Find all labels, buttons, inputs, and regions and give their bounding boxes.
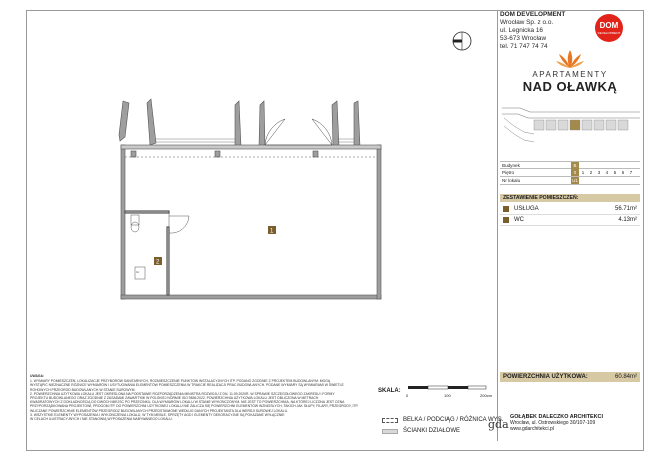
total-area	[500, 372, 640, 382]
notes-line: PRZYPORZĄDKOWANA PROJEKTOWI, PROGOM ITP. DO POWIERZCHNI UŻYTKOWEJ LOKALU NIE ZALICZA SIĘ POWIERZCHNI ELEMENTÓW WZNIOSŁYCH, TAKICH JAK SŁUPY, FILARY, PRZEGRODY, ITP.	[30, 404, 359, 409]
architect-web: www.gdarchitekci.pl	[510, 426, 554, 432]
floor-label: Piętro	[502, 170, 515, 175]
brand-title: NAD OŁAWKĄ	[522, 79, 618, 94]
notes-line: KWADRATOWYCH Z DOKŁADNOŚCIĄ DO DWÓCH MIEJSC PO PRZECINKU, DLA WYMIARÓW LOKALU W STANIE WYKOŃCZONYM. NIE JEST TO POWIERZCHNIA, NA KTÓREJ LICZONA JEST CENA	[30, 400, 345, 405]
unit-row	[500, 177, 640, 185]
scale-num-100: 100	[444, 393, 451, 398]
notes-line: ROHOWYCH PRZEGRÓD BUDOWLANYCH W STANIE SUROWYM.	[30, 387, 136, 392]
svg-text:DOM: DOM	[599, 21, 619, 30]
building-label: Budynek	[502, 162, 520, 168]
gda-logo	[487, 413, 509, 435]
room-row	[500, 204, 640, 215]
room-name: USŁUGA	[514, 206, 539, 212]
notes-line: WLICZANE POWIERZCHNIE ELEMENTÓW PRZEGRODZ BUDOWLANYCH PRZEDSTAWIONE WEDŁUG DANYCH PROJEKTANTA DLA WERSJI SUROWEJ LOKALU.	[30, 408, 288, 413]
developer-phone: tel. 71 747 74 74	[500, 43, 548, 50]
floor-plan	[27, 11, 496, 371]
scale-num-200: 200cm	[480, 393, 493, 398]
svg-text:DEVELOPMENT: DEVELOPMENT	[597, 31, 621, 35]
scale-label: SKALA:	[378, 388, 401, 394]
room-area: 4.13m²	[618, 217, 637, 223]
wall-swatch	[382, 429, 398, 434]
architect-address: Wrocław, ul. Ostrowskiego 30/107-109	[510, 420, 596, 426]
room-area: 56.71m²	[614, 206, 637, 212]
unit-label: Nr lokalu	[502, 178, 521, 183]
north-arrow-icon	[453, 32, 471, 50]
floor-cell: 0	[571, 169, 579, 176]
room-row	[500, 215, 640, 226]
notes-line: 1. WYMIARY POMIESZCZEŃ, LOKALIZACJE PRZYBORÓW SANITARNYCH, ROZMIESZCZENIE PUNKTÓW INSTALACYJNYCH ITP. PODANO ZGODNIE Z PROJEKTEM BUDOWLANYM. MOGĄ	[30, 379, 331, 384]
unit-info-table	[500, 161, 640, 185]
room-name: WC	[514, 217, 524, 223]
scale-num-0: 0	[406, 393, 409, 398]
floor-row	[500, 169, 640, 177]
legend-beam-label: BELKA / PODCIĄG / RÓŻNICA WYS.	[403, 417, 504, 423]
architect-info	[510, 414, 603, 432]
unit-value: U1	[572, 178, 578, 183]
legend-beam	[382, 417, 503, 423]
beam-swatch	[382, 418, 398, 423]
entry-door	[265, 119, 332, 145]
sheet-divider	[497, 10, 498, 441]
floor-plan-drawing	[27, 11, 496, 371]
wc-door	[169, 216, 189, 233]
legend-wall-label: ŚCIANKI DZIAŁOWE	[403, 428, 461, 434]
building-value: B	[571, 162, 579, 169]
scale-bar	[408, 384, 488, 392]
notes-line: W CELACH ILUSTRACYJNYCH I NIE STANOWIĄ WYPOSAŻENIA NABYWANEGO LOKALU.	[30, 417, 173, 422]
developer-line3: 53-673 Wrocław	[500, 35, 547, 42]
developer-line2: ul. Legnicka 16	[500, 27, 543, 34]
notes-line: 3. WSZYSTKIE ELEMENTY WYPOSAŻENIA I WYKOŃCZENIA LOKALU, W TYM MEBLE, SPRZĘTY AGD I ELEMENTY DEKORACYJNE SĄ POKAZANE WYŁĄCZNIE	[30, 412, 285, 417]
legend-wall	[382, 428, 460, 434]
window-openings	[156, 139, 354, 142]
site-key-map	[500, 104, 640, 150]
room-2-label: 2	[156, 259, 160, 266]
floor-cell: 5	[613, 170, 617, 175]
floor-cell: 6	[621, 170, 625, 175]
notes	[30, 374, 360, 421]
partition-walls	[125, 211, 169, 295]
developer-name: DOM DEVELOPMENT	[500, 11, 566, 18]
room-1-label: 1	[270, 228, 274, 235]
floor-cell: 2	[589, 170, 593, 175]
architect-name: GOŁĄBEK DALECZKO ARCHITEKCI	[510, 414, 603, 420]
developer-info	[500, 11, 565, 51]
notes-line: PROJEKTU BUDOWLANEGO ORAZ ZGODNIE Z ZASADAMI ZAWARTYMI W POLSKIEJ NORMIE ISO 9836:2022. POWIERZCHNIA UŻYTKOWA LOKALU JEST OBLICZONA W METRACH	[30, 396, 319, 401]
rooms-heading: ZESTAWIENIE POMIESZCZEŃ:	[500, 194, 640, 202]
structural-walls	[119, 99, 381, 299]
dom-development-logo	[590, 13, 628, 43]
floor-cell: 3	[597, 170, 601, 175]
notes-title: UWAGA:	[30, 374, 45, 378]
notes-line: 2. POWIERZCHNIA UŻYTKOWA LOKALU JEST OKREŚLONA NA PODSTAWIE ROZPORZĄDZENIA MINISTRA ROZWOJU Z DN. 11.09.2020R. W SPRAWIE SZCZEGÓŁOWEGO ZAKRESU I FORMY	[30, 391, 335, 396]
project-brand	[500, 48, 640, 94]
developer-line1: Wrocław Sp. z o.o.	[500, 19, 554, 26]
lotus-logo-icon	[555, 48, 585, 70]
floor-cell: 4	[605, 170, 609, 175]
total-value: 60.84m²	[614, 374, 637, 380]
notes-line: WYSTĄPIĆ NIEZNACZNE RÓŻNICE WYMIARÓW I USYTUOWANIA ELEMENTÓW POMIESZCZENIA W TRAKCIE REALIZACJI PRAC BUDOWLANYCH. PODANE WYMIARY SĄ WYMIARAMI W ŚWIETLE	[30, 383, 344, 388]
room-marker	[503, 217, 509, 223]
floor-cell: 7	[629, 170, 633, 175]
svg-text:Gr: Gr	[136, 270, 140, 274]
total-label: POWIERZCHNIA UŻYTKOWA:	[503, 374, 588, 380]
brand-subtitle: APARTAMENTY	[532, 70, 608, 79]
room-marker	[503, 206, 509, 212]
floor-cell: 1	[581, 170, 585, 175]
svg-text:gda: gda	[488, 418, 509, 431]
building-row	[500, 161, 640, 169]
